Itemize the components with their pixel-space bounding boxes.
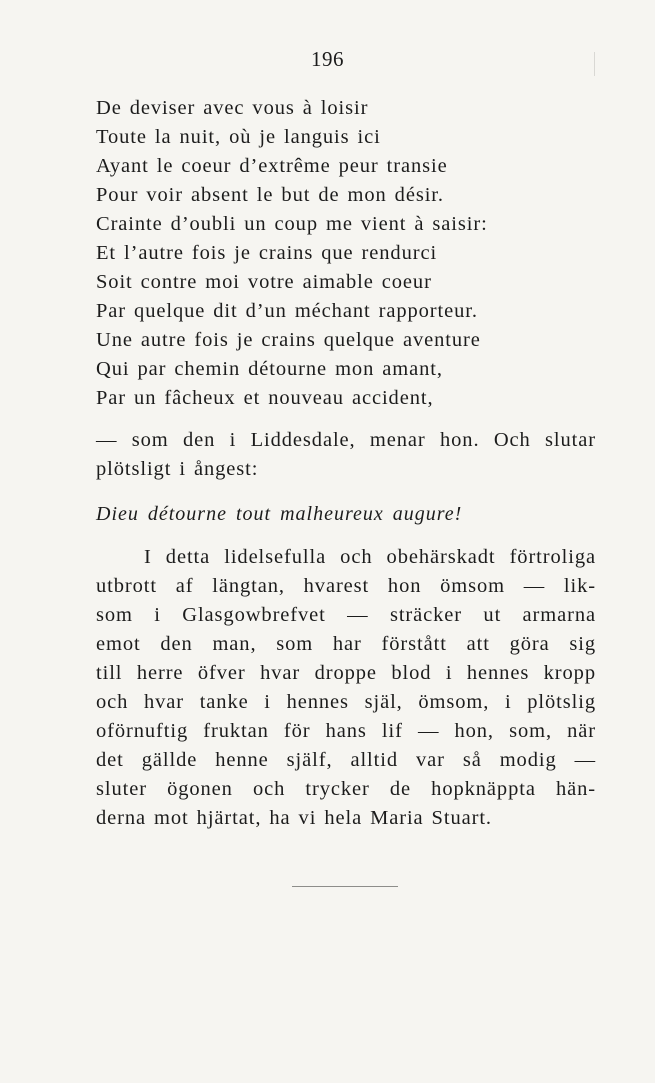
verse-line: Soit contre moi votre aimable coeur (96, 271, 432, 293)
verse-line: Une autre fois je crains quelque aventure (96, 329, 481, 351)
italic-quote: Dieu détourne tout malheureux augure! (96, 503, 463, 525)
paragraph-line: utbrott af längtan, hvarest hon ömsom — lik- (96, 575, 596, 597)
paragraph-liddesdale (96, 426, 596, 484)
verse-line: Pour voir absent le but de mon désir. (96, 184, 444, 206)
paragraph-line: till herre öfver hvar droppe blod i hennes kropp (96, 662, 596, 684)
paragraph-line: sluter ögonen och trycker de hopknäppta hän- (96, 778, 596, 800)
paragraph-line: som i Glasgowbrefvet — sträcker ut armarna (96, 604, 596, 626)
section-divider (292, 886, 398, 887)
paragraph-line: emot den man, som har förstått att göra sig (96, 633, 596, 655)
paragraph-line: derna mot hjärtat, ha vi hela Maria Stuart. (96, 807, 492, 829)
paragraph-maria-stuart (96, 543, 596, 833)
verse-line: De deviser avec vous à loisir (96, 97, 369, 119)
verse-line: Et l’autre fois je crains que rendurci (96, 242, 438, 264)
paragraph-line: — som den i Liddesdale, menar hon. Och slutar (96, 429, 596, 451)
verse-line: Qui par chemin détourne mon amant, (96, 358, 443, 380)
verse-line: Par quelque dit d’un méchant rapporteur. (96, 300, 478, 322)
paragraph-line: det gällde henne själf, alltid var så modig — (96, 749, 596, 771)
verse-line: Crainte d’oubli un coup me vient à saisir: (96, 213, 488, 235)
verse-line: Ayant le coeur d’extrême peur transie (96, 155, 448, 177)
page-number: 196 (311, 47, 344, 71)
paragraph-line: och hvar tanke i hennes själ, ömsom, i plötslig (96, 691, 596, 713)
verse-line: Par un fâcheux et nouveau accident, (96, 387, 434, 409)
paragraph-line: plötsligt i ångest: (96, 458, 259, 480)
paragraph-line: I detta lidelsefulla och obehärskadt förtroliga (144, 546, 596, 568)
french-verse (96, 94, 596, 413)
paragraph-line: oförnuftig fruktan för hans lif — hon, som, när (96, 720, 596, 742)
verse-line: Toute la nuit, où je languis ici (96, 126, 381, 148)
